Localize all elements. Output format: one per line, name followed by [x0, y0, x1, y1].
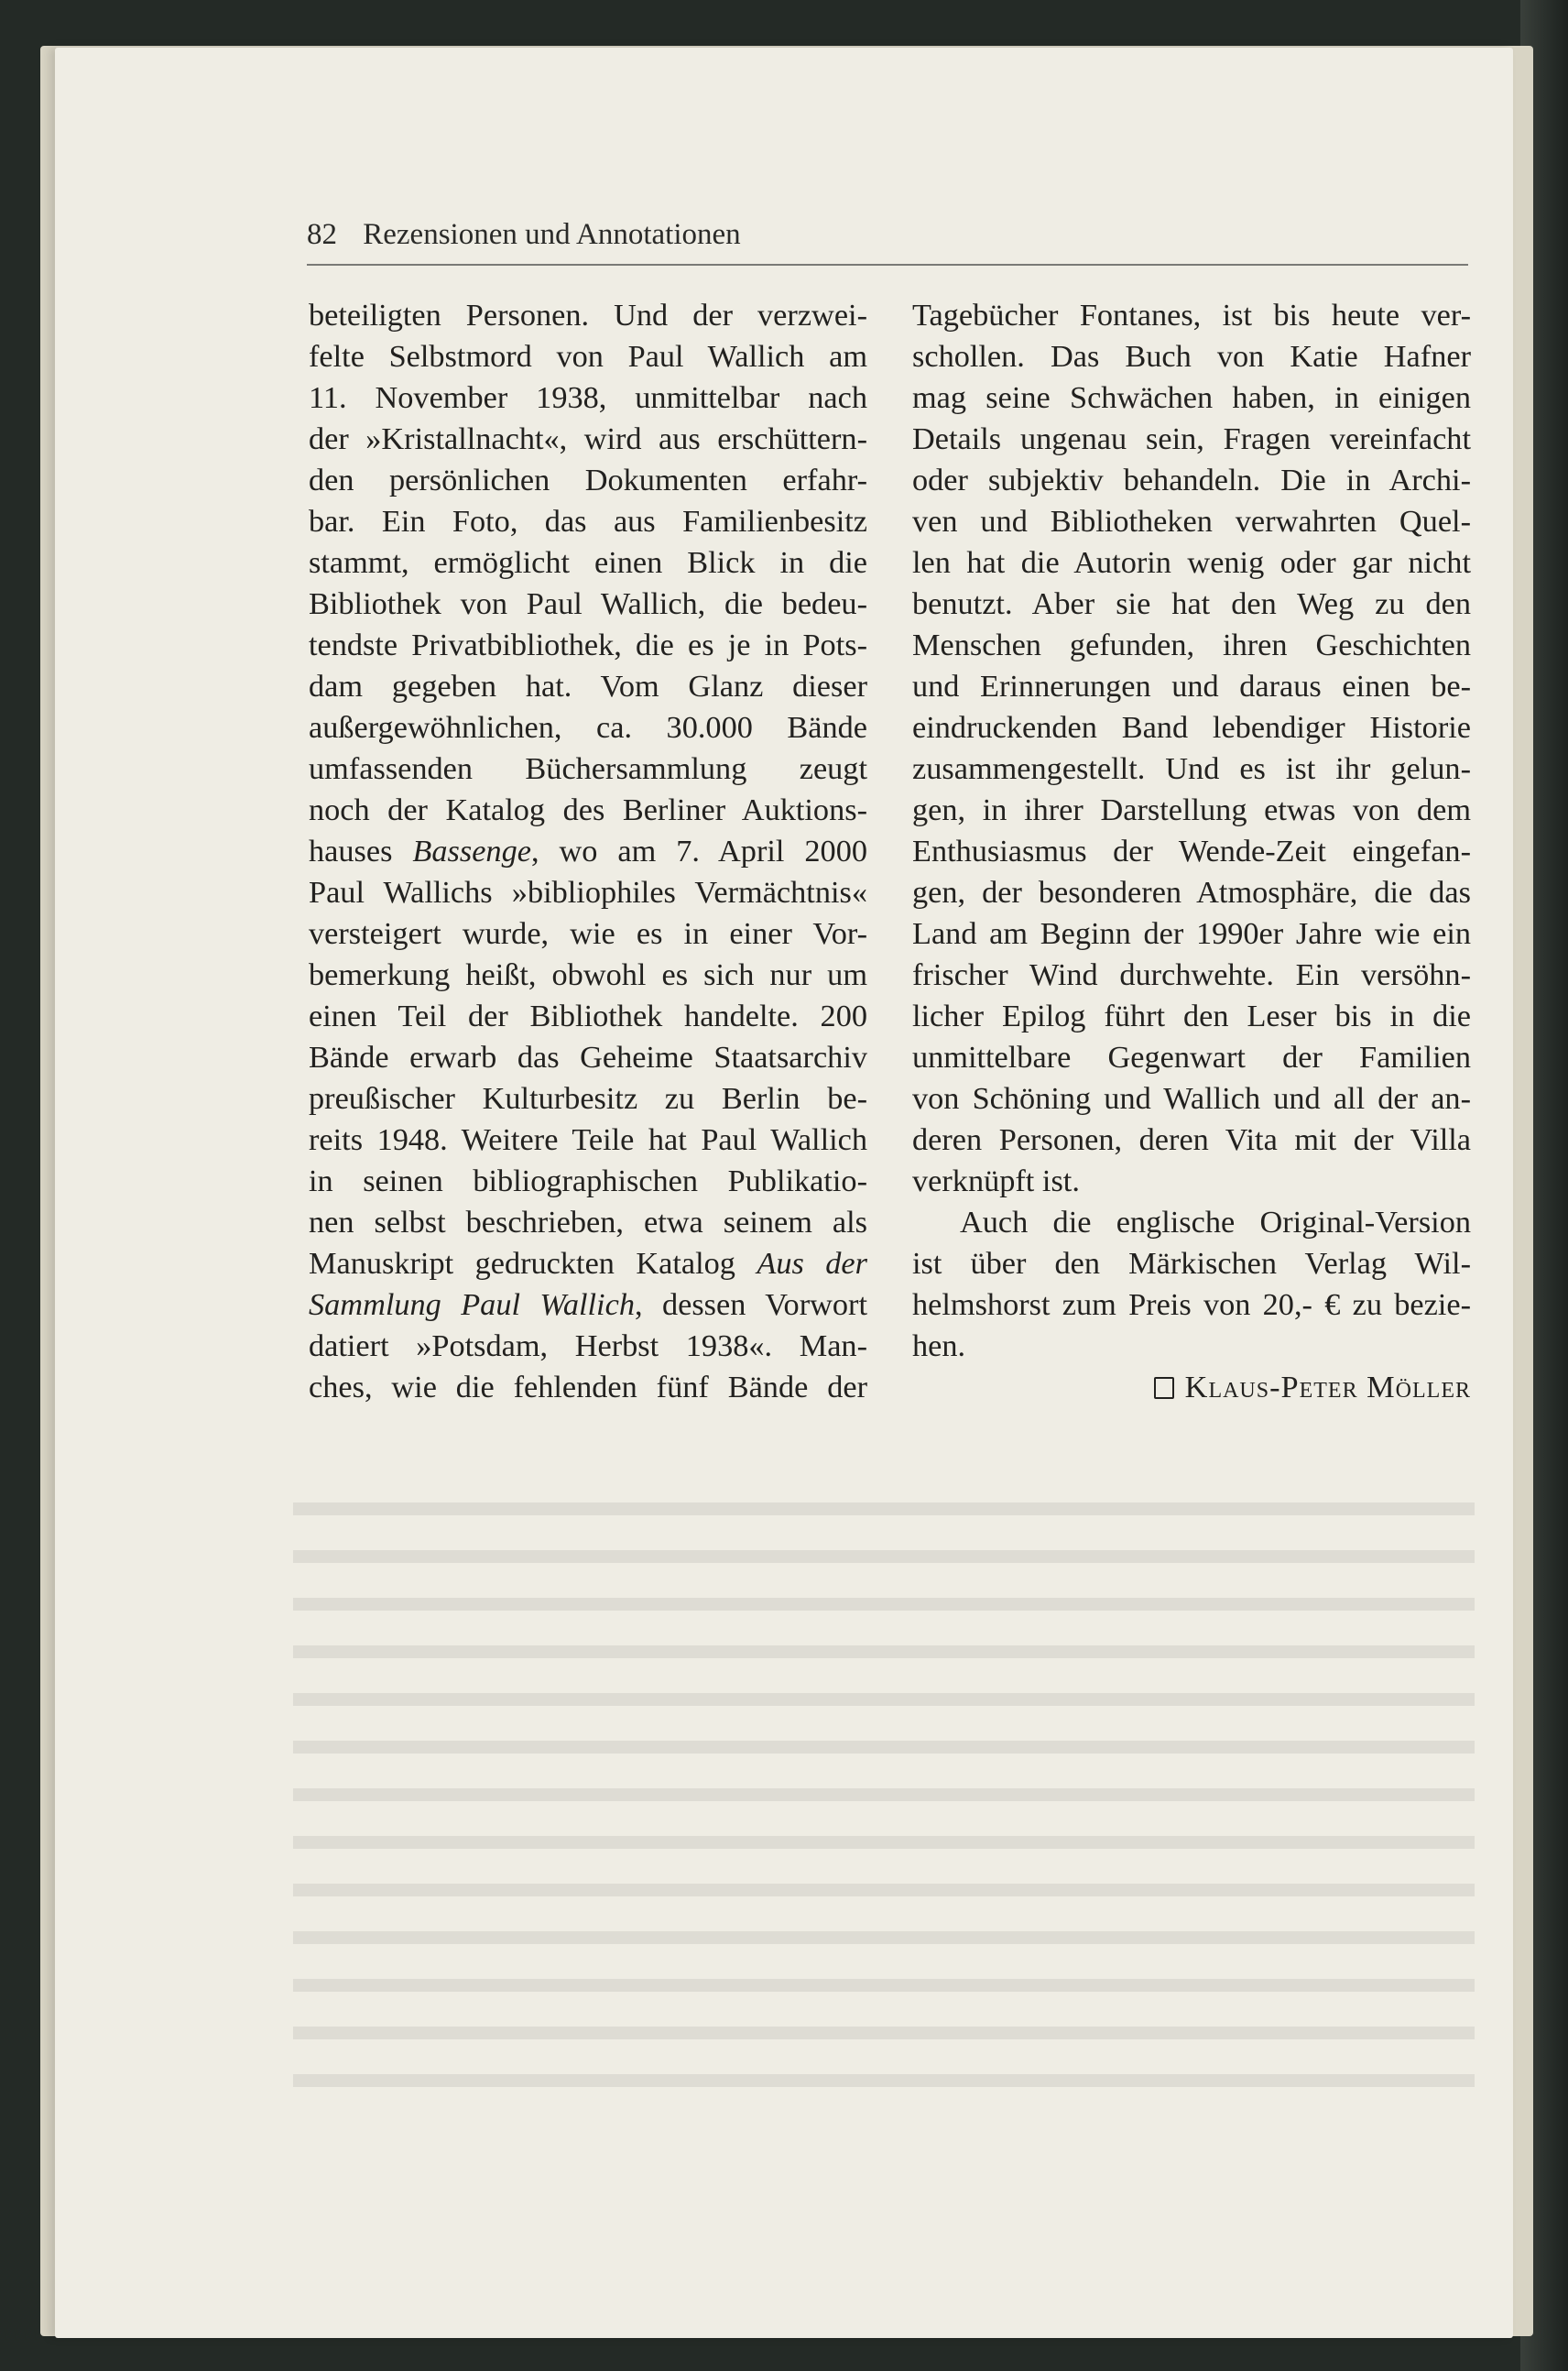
text-line: Bände erwarb das Geheime Staatsarchiv — [309, 1040, 867, 1075]
right-column — [912, 295, 1471, 1408]
section-title: Rezensionen und Annotationen — [363, 218, 741, 251]
text-line: beteiligten Personen. Und der verzwei- — [309, 298, 867, 333]
text-line: Land am Beginn der 1990er Jahre wie ein — [912, 916, 1471, 951]
text-line: stammt, ermöglicht einen Blick in die — [309, 545, 867, 580]
author-signature — [912, 1367, 1471, 1408]
text-line: felte Selbstmord von Paul Wallich am — [309, 339, 867, 374]
text-line: hen. — [912, 1328, 966, 1363]
text-line: in seinen bibliographischen Publikatio- — [309, 1164, 867, 1198]
left-column — [309, 295, 867, 1408]
text-line: hauses Bassenge, wo am 7. April 2000 — [309, 834, 867, 869]
running-head — [307, 218, 1468, 266]
page-number: 82 — [307, 218, 337, 251]
text-line: oder subjektiv behandeln. Die in Archi- — [912, 463, 1471, 497]
text-line: schollen. Das Buch von Katie Hafner — [912, 339, 1471, 374]
text-line: einen Teil der Bibliothek handelte. 200 — [309, 999, 867, 1033]
text-line: zusammengestellt. Und es ist ihr gelun- — [912, 751, 1471, 786]
text-line: frischer Wind durchwehte. Ein versöhn- — [912, 957, 1471, 992]
author-name: Klaus-Peter Möller — [1184, 1370, 1471, 1404]
text-line: den persönlichen Dokumenten erfahr- — [309, 463, 867, 497]
text-line: Details ungenau sein, Fragen vereinfacht — [912, 421, 1471, 456]
text-line: tendste Privatbibliothek, die es je in Pots- — [309, 628, 867, 662]
text-line: und Erinnerungen und daraus einen be- — [912, 669, 1471, 704]
text-line: helmshorst zum Preis von 20,- € zu bezie- — [912, 1287, 1471, 1322]
text-line: Menschen gefunden, ihren Geschichten — [912, 628, 1471, 662]
text-line: außergewöhnlichen, ca. 30.000 Bände — [309, 710, 867, 745]
text-line: Manuskript gedruckten Katalog Aus der — [309, 1246, 867, 1281]
text-line: ches, wie die fehlenden fünf Bände der — [309, 1370, 867, 1404]
text-line: noch der Katalog des Berliner Auktions- — [309, 792, 867, 827]
text-line: Bibliothek von Paul Wallich, die bedeu- — [309, 586, 867, 621]
text-line: nen selbst beschrieben, etwa seinem als — [309, 1205, 867, 1240]
text-line: 11. November 1938, unmittelbar nach — [309, 380, 867, 415]
text-line: licher Epilog führt den Leser bis in die — [912, 999, 1471, 1033]
end-mark-icon — [1154, 1377, 1174, 1399]
text-line: reits 1948. Weitere Teile hat Paul Wallich — [309, 1122, 867, 1157]
text-line: len hat die Autorin wenig oder gar nicht — [912, 545, 1471, 580]
show-through-text — [293, 1502, 1475, 2089]
text-line: ist über den Märkischen Verlag Wil- — [912, 1246, 1471, 1281]
text-line: unmittelbare Gegenwart der Familien — [912, 1040, 1471, 1075]
text-line: dam gegeben hat. Vom Glanz dieser — [309, 669, 867, 704]
text-line: von Schöning und Wallich und all der an- — [912, 1081, 1471, 1116]
text-line: bar. Ein Foto, das aus Familienbesitz — [309, 504, 867, 539]
text-line: bemerkung heißt, obwohl es sich nur um — [309, 957, 867, 992]
text-line: gen, der besonderen Atmosphäre, die das — [912, 875, 1471, 910]
text-line: benutzt. Aber sie hat den Weg zu den — [912, 586, 1471, 621]
text-line: ven und Bibliotheken verwahrten Quel- — [912, 504, 1471, 539]
text-line: preußischer Kulturbesitz zu Berlin be- — [309, 1081, 867, 1116]
text-line: gen, in ihrer Darstellung etwas von dem — [912, 792, 1471, 827]
text-line: der »Kristallnacht«, wird aus erschüttern- — [309, 421, 867, 456]
text-line: deren Personen, deren Vita mit der Villa — [912, 1122, 1471, 1157]
text-line: Sammlung Paul Wallich, dessen Vorwort — [309, 1287, 867, 1322]
text-line: umfassenden Büchersammlung zeugt — [309, 751, 867, 786]
text-line: mag seine Schwächen haben, in einigen — [912, 380, 1471, 415]
text-line: Tagebücher Fontanes, ist bis heute ver- — [912, 298, 1471, 333]
text-line: eindruckenden Band lebendiger Historie — [912, 710, 1471, 745]
text-line: Enthusiasmus der Wende-Zeit eingefan- — [912, 834, 1471, 869]
text-line: versteigert wurde, wie es in einer Vor- — [309, 916, 867, 951]
text-line: verknüpft ist. — [912, 1164, 1080, 1198]
text-line: datiert »Potsdam, Herbst 1938«. Man- — [309, 1328, 867, 1363]
text-line: Auch die englische Original-Version — [960, 1205, 1471, 1240]
text-line: Paul Wallichs »bibliophiles Vermächtnis« — [309, 875, 867, 910]
